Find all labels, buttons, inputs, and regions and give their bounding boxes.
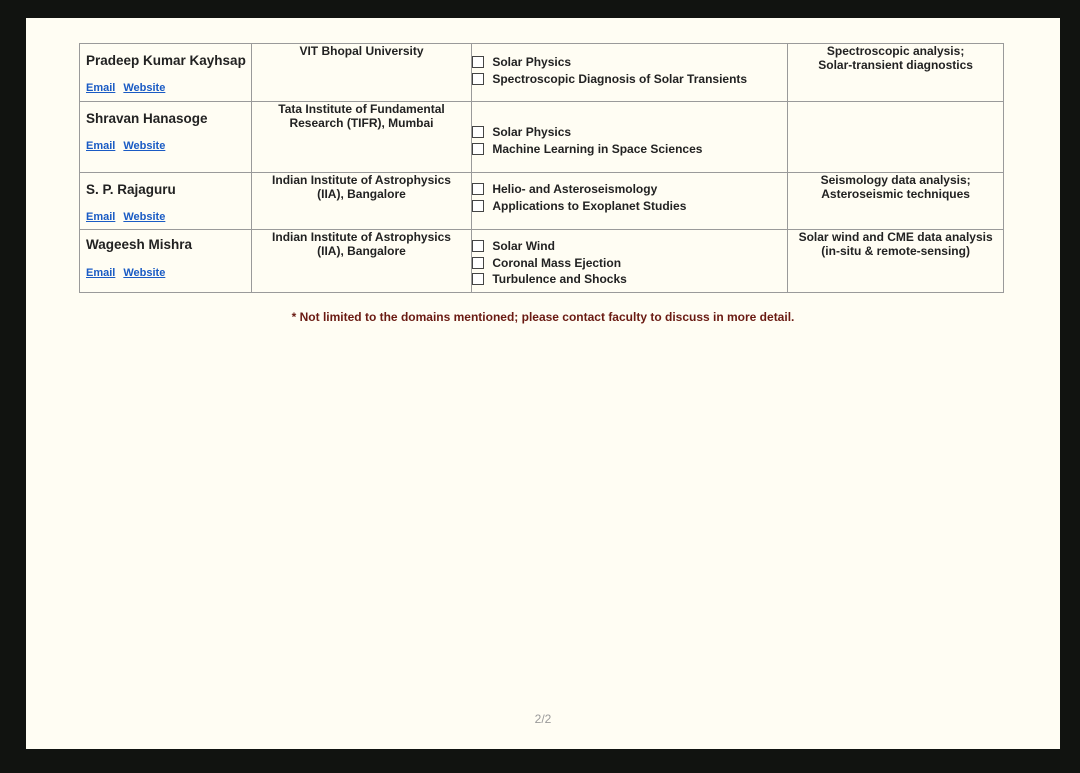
topic-label: Coronal Mass Ejection [492,255,622,270]
topics-cell [472,173,788,230]
topic-label: Solar Physics [492,55,572,70]
topic-label: Solar Wind [492,239,555,254]
table-row [80,173,1004,230]
faculty-name-cell [80,44,252,102]
focus-line: Solar wind and CME data analysis [798,230,993,244]
topic-checkbox[interactable] [472,73,484,85]
topic-checkbox[interactable] [472,56,484,68]
institution-cell [251,102,472,173]
topic-checkbox[interactable] [472,273,484,285]
footnote: * Not limited to the domains mentioned; please contact faculty to discuss in more detail. [291,310,795,324]
focus-cell [788,44,1004,102]
topics-cell [472,102,788,173]
topics-cell [472,44,788,102]
institution-line: Research (TIFR), Mumbai [289,116,434,130]
topic-checkbox[interactable] [472,183,484,195]
focus-line: Spectroscopic analysis; [826,44,965,58]
faculty-name-cell [80,230,252,293]
focus-line: Seismology data analysis; [820,173,971,187]
website-link[interactable]: Website [123,267,166,279]
institution-line: Indian Institute of Astrophysics [272,173,451,187]
email-link[interactable]: Email [86,140,116,152]
institution-line: (IIA), Bangalore [317,244,406,258]
topic-label: Applications to Exoplanet Studies [492,198,687,213]
institution-cell [251,173,472,230]
topic-checkbox[interactable] [472,240,484,252]
faculty-table [79,43,1004,293]
website-link[interactable]: Website [123,82,166,94]
focus-line: Asteroseismic techniques [821,187,970,201]
table-row [80,230,1004,293]
topic-checkbox[interactable] [472,200,484,212]
page-number: 2/2 [534,712,552,726]
focus-cell [788,230,1004,293]
email-link[interactable]: Email [86,267,116,279]
focus-line: (in-situ & remote-sensing) [821,244,970,258]
table-row [80,102,1004,173]
faculty-name-cell [80,173,252,230]
topic-checkbox[interactable] [472,257,484,269]
topic-label: Turbulence and Shocks [492,272,627,287]
topic-label: Machine Learning in Space Sciences [492,141,703,156]
email-link[interactable]: Email [86,211,116,223]
topic-checkbox[interactable] [472,143,484,155]
institution-line: Tata Institute of Fundamental [278,102,445,116]
institution-line: Indian Institute of Astrophysics [272,230,451,244]
institution-line: (IIA), Bangalore [317,187,406,201]
topics-cell [472,230,788,293]
website-link[interactable]: Website [123,211,166,223]
email-link[interactable]: Email [86,82,116,94]
faculty-name: Shravan Hanasoge [86,111,208,126]
focus-cell [788,102,1004,173]
table-row [80,44,1004,102]
faculty-name-cell [80,102,252,173]
focus-line: Solar-transient diagnostics [818,58,973,72]
faculty-name: S. P. Rajaguru [86,182,176,197]
topic-label: Spectroscopic Diagnosis of Solar Transients [492,71,748,86]
document-page [26,18,1060,749]
institution-name: VIT Bhopal University [299,44,424,58]
topic-checkbox[interactable] [472,126,484,138]
faculty-name: Wageesh Mishra [86,237,193,252]
faculty-name: Pradeep Kumar Kayhsap [86,53,246,68]
website-link[interactable]: Website [123,140,166,152]
focus-cell [788,173,1004,230]
topic-label: Helio- and Asteroseismology [492,182,658,197]
topic-label: Solar Physics [492,125,572,140]
institution-cell [251,230,472,293]
institution-cell [251,44,472,102]
